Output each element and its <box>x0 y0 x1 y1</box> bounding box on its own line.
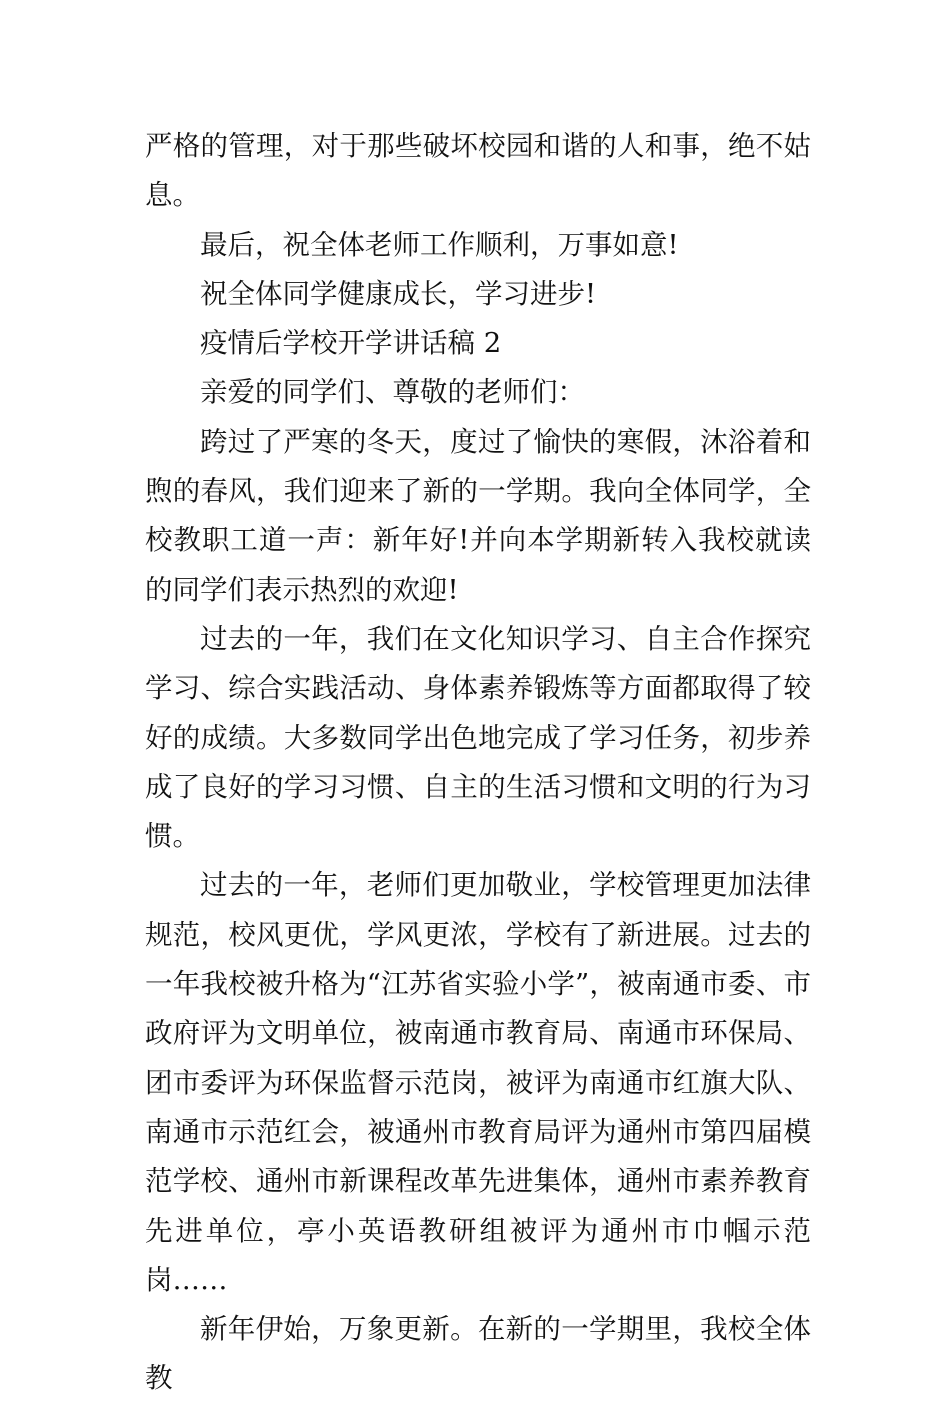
paragraph-9: 新年伊始，万象更新。在新的一学期里，我校全体教 <box>145 1313 811 1395</box>
section-title: 疫情后学校开学讲话稿 2 <box>200 327 502 360</box>
paragraph-2: 最后，祝全体老师工作顺利，万事如意! <box>200 228 679 261</box>
salutation: 亲爱的同学们、尊敬的老师们： <box>200 376 585 409</box>
paragraph-1: 严格的管理，对于那些破坏校园和谐的人和事，绝不姑息。 <box>145 130 811 212</box>
paragraph-7: 过去的一年，我们在文化知识学习、自主合作探究学习、综合实践活动、身体素养锻炼等方面都取得了较好的成绩。大多数同学出色地完成了学习任务，初步养成了良好的学习习惯、自主的生活习惯和文明的行为习惯。 <box>145 622 811 853</box>
document-body <box>145 122 811 1404</box>
paragraph-6: 跨过了严寒的冬天，度过了愉快的寒假，沐浴着和煦的春风，我们迎来了新的一学期。我向全体同学，全校教职工道一声：新年好!并向本学期新转入我校就读的同学们表示热烈的欢迎! <box>145 425 811 606</box>
paragraph-3: 祝全体同学健康成长，学习进步! <box>200 277 597 310</box>
paragraph-8: 过去的一年，老师们更加敬业，学校管理更加法律规范，校风更优，学风更浓，学校有了新进展。过去的一年我校被升格为“江苏省实验小学”，被南通市委、市政府评为文明单位，被南通市教育局、南通市环保局、团市委评为环保监督示范岗，被评为南通市红旗大队、南通市示范红会，被通州市教育局评为通州市第四届模范学校、通州市新课程改革先进集体，通州市素养教育先进单位，亭小英语教研组被评为通州市巾帼示范岗…… <box>145 869 811 1296</box>
